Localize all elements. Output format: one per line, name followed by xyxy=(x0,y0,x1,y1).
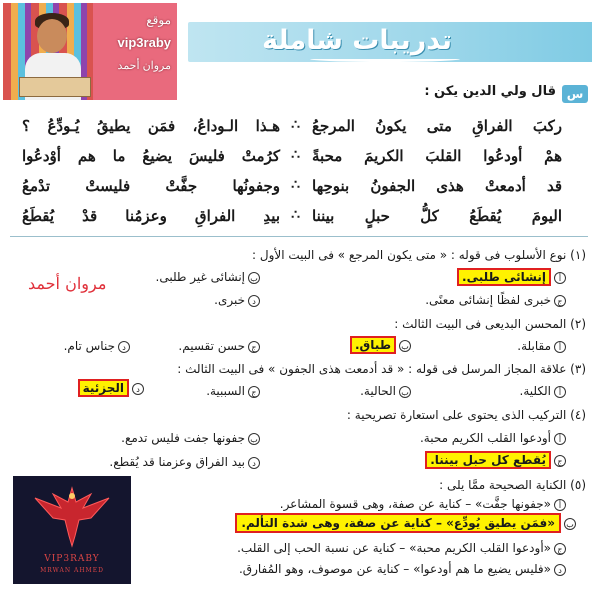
option-d[interactable] xyxy=(109,455,260,469)
page-header xyxy=(168,8,592,70)
option-marker: ج xyxy=(248,386,260,398)
option-text: جفونها جفت فليس تدمع. xyxy=(121,431,245,445)
promo-author: مروان أحمد xyxy=(117,60,171,72)
option-d[interactable] xyxy=(239,562,566,576)
option-marker: أ xyxy=(554,433,566,445)
promo-site-label: موقع xyxy=(146,13,171,27)
question-badge: س xyxy=(562,85,588,103)
poem-verse xyxy=(22,177,562,203)
verse-separator: ∴ xyxy=(291,177,300,193)
option-marker: ب xyxy=(399,340,411,352)
brand-logo xyxy=(13,476,131,584)
option-marker: د xyxy=(118,341,130,353)
option-marker: د xyxy=(248,457,260,469)
option-text: الحالية. xyxy=(360,384,396,398)
option-c[interactable] xyxy=(425,453,566,467)
option-a[interactable] xyxy=(517,339,566,353)
option-marker: أ xyxy=(554,341,566,353)
poem-verse xyxy=(22,207,562,233)
handwritten-signature: مروان أحمد xyxy=(28,274,107,293)
option-b[interactable] xyxy=(360,384,411,398)
option-c[interactable] xyxy=(178,339,260,353)
verse-separator: ∴ xyxy=(291,117,300,133)
option-marker: ج xyxy=(248,341,260,353)
option-text: خبرى. xyxy=(214,293,245,307)
option-b[interactable] xyxy=(156,270,260,284)
option-marker: أ xyxy=(554,272,566,284)
option-text: مقابلة. xyxy=(517,339,551,353)
option-text: السببية. xyxy=(206,384,245,398)
verse-first-half: قد أدمعتْ هذى الجفونُ بنوحِها xyxy=(312,177,562,195)
option-marker: ج xyxy=(554,455,566,467)
option-text: «فليس يضيع ما هم أودعوا» – كناية عن موصوف، وهو المُفارق. xyxy=(238,562,551,576)
option-text: خبرى لفظًا إنشائى معنًى. xyxy=(425,293,551,307)
option-b[interactable] xyxy=(121,431,260,445)
option-text-correct: طباق. xyxy=(350,336,396,354)
logo-subtitle: MRWAN AHMED xyxy=(40,567,104,574)
option-marker: د xyxy=(248,295,260,307)
question-stem: (٥) الكناية الصحيحة ممَّا يلى : xyxy=(439,478,586,492)
section-divider xyxy=(10,236,588,237)
option-marker: ج xyxy=(554,543,566,555)
option-marker: ج xyxy=(554,295,566,307)
option-b[interactable] xyxy=(235,516,576,530)
verse-second-half: هـذا الـوداعُ، فمَن يطيقُ يُـودِّعُ ؟ xyxy=(22,117,280,135)
verse-first-half: ركبَ الفراقِ متى يكونُ المرجعُ xyxy=(312,117,562,135)
option-text: أودعوا القلب الكريم محبة. xyxy=(419,431,551,445)
question-stem: (٤) التركيب الذى يحتوى على استعارة تصريحية : xyxy=(346,408,586,422)
option-text: إنشائى غير طلبى. xyxy=(155,270,245,284)
verse-first-half: همْ أودعُوا القلبَ الكريمَ محبةً xyxy=(312,147,562,165)
option-text-correct: الجزئية xyxy=(78,379,129,397)
title-underline xyxy=(310,56,460,62)
option-c[interactable] xyxy=(425,293,566,307)
option-text: جناس تام. xyxy=(63,339,115,353)
verse-separator: ∴ xyxy=(291,147,300,163)
option-a[interactable] xyxy=(420,431,566,445)
option-text-correct: إنشائى طلبى. xyxy=(457,268,551,286)
question-stem: (٣) علاقة المجاز المرسل فى قوله : « قد أدمعت هذى الجفون » فى البيت الثالث : xyxy=(177,362,586,376)
phoenix-icon xyxy=(13,476,131,556)
question-heading: قال ولي الدين يكن : xyxy=(424,84,556,99)
option-marker: ب xyxy=(399,386,411,398)
logo-name: VIP3RABY xyxy=(44,554,100,564)
verse-separator: ∴ xyxy=(291,207,300,223)
verse-second-half: بيدِ الفراقِ وعزمُنا قدْ يُقطَعُ xyxy=(22,207,280,225)
option-a[interactable] xyxy=(520,384,566,398)
option-c[interactable] xyxy=(237,541,566,555)
option-text: «أودعوا القلب الكريم محبة» – كناية عن نسبة الحب إلى القلب. xyxy=(237,541,551,555)
option-d[interactable] xyxy=(78,381,144,395)
poem-verse xyxy=(22,117,562,143)
option-text: حسن تقسيم. xyxy=(178,339,245,353)
question-stem: (٢) المحسن البديعى فى البيت الثالث : xyxy=(394,317,586,331)
option-marker: ب xyxy=(248,272,260,284)
option-c[interactable] xyxy=(206,384,260,398)
option-text: الكلية. xyxy=(519,384,551,398)
option-marker: د xyxy=(554,564,566,576)
option-marker: ب xyxy=(564,518,576,530)
page-title: تدريبات شاملة xyxy=(262,25,452,56)
option-text: «جفونها جفَّت» – كناية عن صفة، وهى قسوة المشاعر. xyxy=(279,497,551,511)
option-text: بيد الفراق وعزمنا قد يُقطع. xyxy=(109,455,245,469)
question-stem: (١) نوع الأسلوب فى قوله : « متى يكون المرجع » فى البيت الأول : xyxy=(252,248,586,262)
option-d[interactable] xyxy=(214,293,260,307)
option-a[interactable] xyxy=(457,270,566,284)
option-b[interactable] xyxy=(350,338,411,352)
option-marker: ب xyxy=(248,433,260,445)
option-text-correct: يُقطع كل حبل بيننا. xyxy=(425,451,551,469)
book-graphic xyxy=(19,77,91,97)
option-marker: د xyxy=(132,383,144,395)
option-marker: أ xyxy=(554,499,566,511)
option-d[interactable] xyxy=(64,339,130,353)
student-head xyxy=(37,19,67,53)
poem-verse xyxy=(22,147,562,173)
option-marker: أ xyxy=(554,386,566,398)
verse-first-half: اليومَ يُقطَعُ كلُّ حبلٍ بيننا xyxy=(312,207,562,225)
option-a[interactable] xyxy=(280,497,566,511)
verse-second-half: وجفونُها جفَّتْ فليستْ تدْمعُ xyxy=(22,177,280,195)
option-text-correct: «فمَن يطيق يُودِّع» – كناية عن صفة، وهى شدة التألم. xyxy=(235,513,561,533)
verse-second-half: كرُمتْ فليسَ يضيعُ ما هم أوْدعُوا xyxy=(22,147,280,165)
promo-site-name: vip3raby xyxy=(117,35,171,50)
promo-image xyxy=(3,3,177,100)
